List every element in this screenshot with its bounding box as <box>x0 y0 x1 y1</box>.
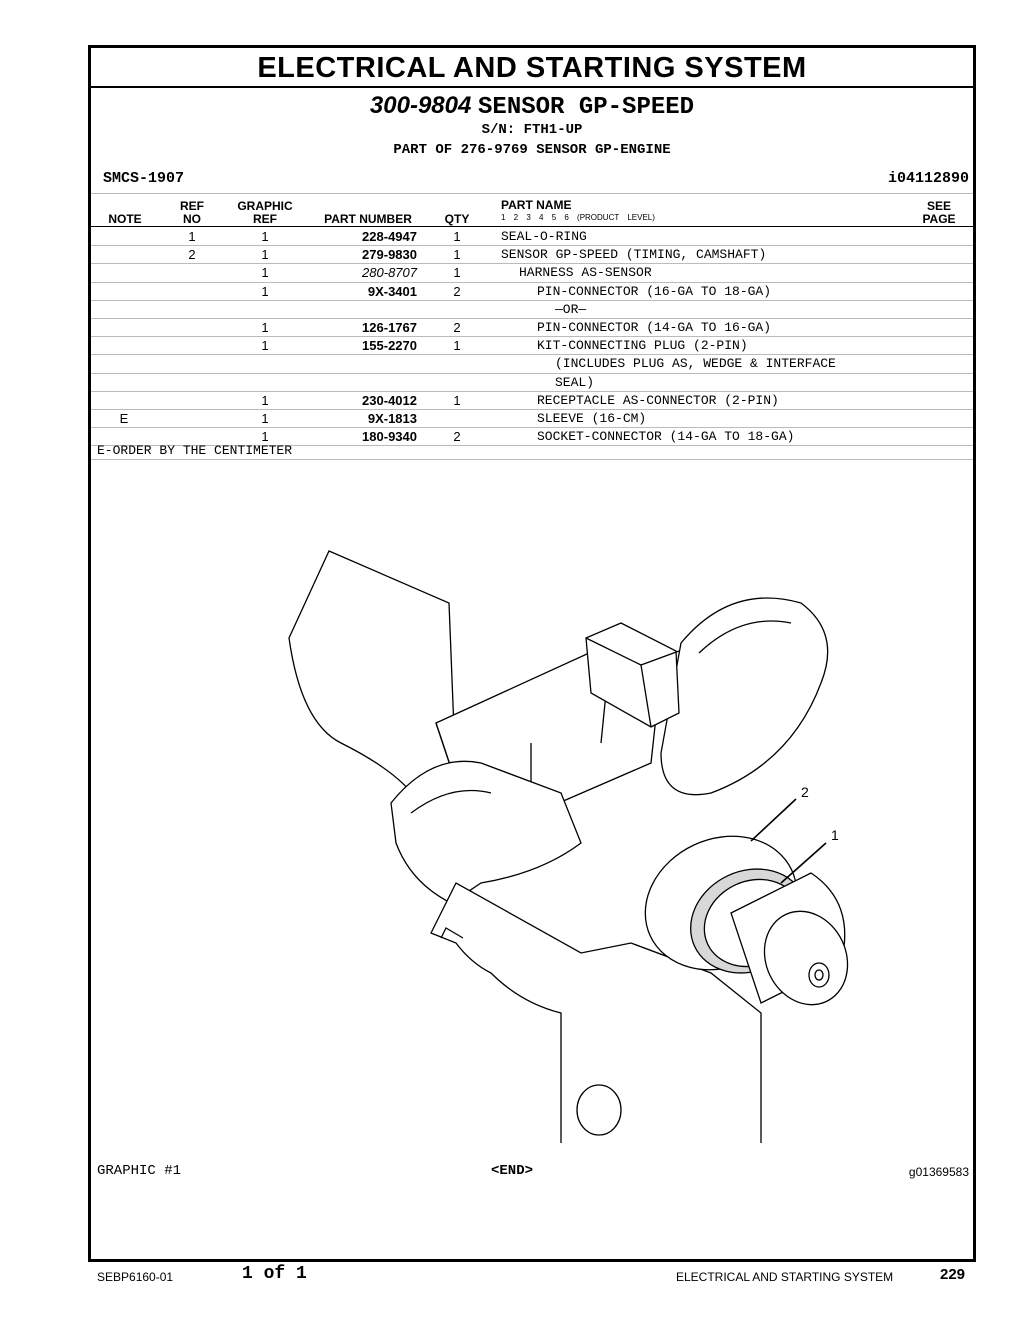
footer-section: ELECTRICAL AND STARTING SYSTEM <box>676 1270 894 1284</box>
cell-part-name: SEAL) <box>555 374 595 390</box>
cell-qty: 2 <box>453 429 461 445</box>
col-graphic-top: GRAPHIC <box>237 199 293 213</box>
cell-graphic-ref: 1 <box>261 429 269 445</box>
cell-part-number: 228-4947 <box>362 229 417 244</box>
housing-loop <box>661 598 828 795</box>
cell-qty: 1 <box>453 338 461 354</box>
cell-part-number: 180-9340 <box>362 429 417 445</box>
col-note: NOTE <box>108 212 142 226</box>
end-marker: <END> <box>491 1163 534 1179</box>
callout-2: 2 <box>801 784 809 800</box>
cell-part-name: SEAL-O-RING <box>501 229 587 244</box>
cell-part-name: RECEPTACLE AS-CONNECTOR (2-PIN) <box>537 392 779 408</box>
table-row <box>91 300 973 318</box>
col-ref-bottom: NO <box>183 212 201 226</box>
table-row <box>91 336 973 354</box>
footnote: E-ORDER BY THE CENTIMETER <box>97 443 293 458</box>
cell-graphic-ref: 1 <box>261 283 269 299</box>
cell-graphic-ref: 1 <box>261 229 269 244</box>
cell-part-number: 155-2270 <box>362 338 417 354</box>
cell-ref-no: 2 <box>188 247 196 263</box>
col-ref-top: REF <box>180 199 204 213</box>
cell-graphic-ref: 1 <box>261 392 269 408</box>
serial-number: S/N: FTH1-UP <box>481 122 583 138</box>
bracket-hole <box>577 1085 621 1135</box>
section-title: ELECTRICAL AND STARTING SYSTEM <box>91 48 973 88</box>
footnote-row <box>91 441 973 459</box>
footer-page-count: 1 of 1 <box>242 1264 307 1284</box>
cell-part-name: PIN-CONNECTOR (16-GA TO 18-GA) <box>537 283 772 299</box>
cell-part-name: (INCLUDES PLUG AS, WEDGE & INTERFACE <box>555 356 836 372</box>
part-title-number: 300-9804 <box>369 92 472 119</box>
cell-part-number: 9X-1813 <box>367 411 417 426</box>
table-row <box>91 245 973 263</box>
cell-part-name: SLEEVE (16-CM) <box>537 411 647 426</box>
col-qty: QTY <box>444 212 470 226</box>
divider <box>91 193 973 194</box>
col-see-bottom: PAGE <box>922 212 956 226</box>
cell-qty: 1 <box>453 247 461 263</box>
cell-part-number: 279-9830 <box>362 247 417 263</box>
col-part-number: PART NUMBER <box>324 212 412 226</box>
cell-graphic-ref: 1 <box>261 247 269 263</box>
cell-qty: 1 <box>453 229 461 244</box>
cell-qty: 1 <box>453 265 461 281</box>
cell-note: E <box>119 411 129 426</box>
table-row <box>91 354 973 372</box>
cell-part-number: 280-8707 <box>362 265 417 281</box>
part-title-name: SENSOR GP-SPEED <box>478 94 695 121</box>
cell-graphic-ref: 1 <box>261 320 269 335</box>
cell-part-name: KIT-CONNECTING PLUG (2-PIN) <box>537 338 748 354</box>
table-row <box>91 409 973 427</box>
smcs-code: SMCS-1907 <box>103 170 185 187</box>
cell-part-name: HARNESS AS-SENSOR <box>519 265 652 281</box>
cell-graphic-ref: 1 <box>261 265 269 281</box>
cell-part-name: SENSOR GP-SPEED (TIMING, CAMSHAFT) <box>501 247 767 263</box>
col-part-name: PART NAME <box>501 198 572 212</box>
part-of: PART OF 276-9769 SENSOR GP-ENGINE <box>393 142 671 158</box>
product-levels: 1 2 3 4 5 6 (PRODUCT LEVEL) <box>501 213 655 222</box>
divider <box>91 459 973 460</box>
cell-part-name: —OR— <box>555 301 587 317</box>
graphic-id: g01369583 <box>908 1165 969 1179</box>
page-frame <box>88 45 976 1262</box>
cell-part-number: 126-1767 <box>362 320 417 335</box>
callout-1: 1 <box>831 827 839 843</box>
graphic-label: GRAPHIC #1 <box>97 1163 182 1179</box>
cell-graphic-ref: 1 <box>261 338 269 354</box>
cell-ref-no: 1 <box>188 229 196 244</box>
part-title <box>91 92 973 121</box>
cell-part-name: SOCKET-CONNECTOR (14-GA TO 18-GA) <box>537 429 795 445</box>
cell-qty: 2 <box>453 320 461 335</box>
table-row <box>91 227 973 245</box>
col-see-top: SEE <box>926 199 951 213</box>
table-row <box>91 282 973 300</box>
cell-part-number: 9X-3401 <box>367 283 417 299</box>
cell-qty: 1 <box>453 392 461 408</box>
table-row <box>91 318 973 336</box>
footer-doc-id: SEBP6160-01 <box>97 1270 174 1284</box>
info-id: i04112890 <box>887 170 969 187</box>
cell-qty: 2 <box>453 283 461 299</box>
harness-boot <box>289 551 455 803</box>
footer-page-number: 229 <box>940 1266 966 1283</box>
table-row <box>91 373 973 391</box>
cell-graphic-ref: 1 <box>261 411 269 426</box>
callout-leader-2 <box>751 799 796 841</box>
cell-part-number: 230-4012 <box>362 392 417 408</box>
table-row <box>91 391 973 409</box>
table-row <box>91 263 973 281</box>
col-graphic-bottom: REF <box>253 212 277 226</box>
sensor-illustration <box>281 543 881 1143</box>
cell-part-name: PIN-CONNECTOR (14-GA TO 16-GA) <box>537 320 772 335</box>
